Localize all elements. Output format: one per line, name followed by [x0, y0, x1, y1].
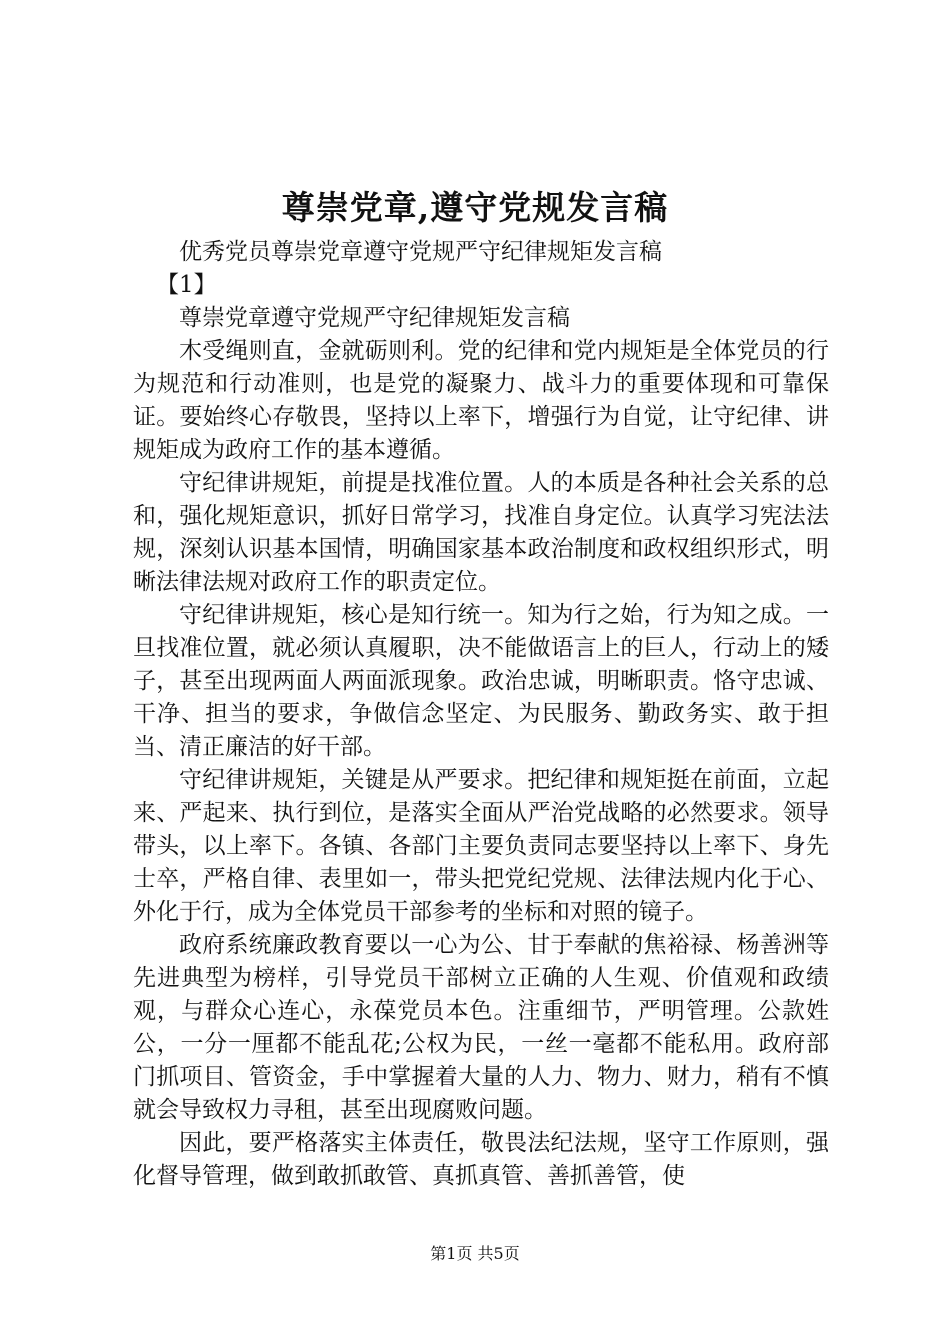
paragraph: 守纪律讲规矩，核心是知行统一。知为行之始，行为知之成。一旦找准位置，就必须认真履职，决不能做语言上的巨人，行动上的矮子，甚至出现两面人两面派现象。政治忠诚，明晰职责。恪守忠诚、干净、担当的要求，争做信念坚定、为民服务、勤政务实、敢于担当、清正廉洁的好干部。	[133, 602, 829, 760]
paragraph: 守纪律讲规矩，前提是找准位置。人的本质是各种社会关系的总和，强化规矩意识，抓好日常学习，找准自身定位。认真学习宪法法规，深刻认识基本国情，明确国家基本政治制度和政权组织形式，明晰法律法规对政府工作的职责定位。	[133, 470, 829, 595]
paragraph: 木受绳则直，金就砺则利。党的纪律和党内规矩是全体党员的行为规范和行动准则，也是党的凝聚力、战斗力的重要体现和可靠保证。要始终心存敬畏，坚持以上率下，增强行为自觉，让守纪律、讲规矩成为政府工作的基本遵循。	[133, 338, 829, 463]
paragraph-section-number: 【1】	[156, 272, 217, 298]
paragraph-heading: 尊崇党章遵守党规严守纪律规矩发言稿	[179, 305, 570, 331]
paragraph-subtitle: 优秀党员尊崇党章遵守党规严守纪律规矩发言稿	[179, 239, 662, 265]
document-body	[133, 236, 829, 1193]
paragraph: 因此，要严格落实主体责任，敬畏法纪法规，坚守工作原则，强化督导管理，做到敢抓敢管、真抓真管、善抓善管，使	[133, 1130, 829, 1189]
paragraph: 政府系统廉政教育要以一心为公、甘于奉献的焦裕禄、杨善洲等先进典型为榜样，引导党员干部树立正确的人生观、价值观和政绩观，与群众心连心，永葆党员本色。注重细节，严明管理。公款姓公，一分一厘都不能乱花;公权为民，一丝一毫都不能私用。政府部门抓项目、管资金，手中掌握着大量的人力、物力、财力，稍有不慎就会导致权力寻租，甚至出现腐败问题。	[133, 932, 829, 1123]
page-footer: 第1页 共5页	[430, 1244, 520, 1263]
paragraph: 守纪律讲规矩，关键是从严要求。把纪律和规矩挺在前面，立起来、严起来、执行到位，是落实全面从严治党战略的必然要求。领导带头，以上率下。各镇、各部门主要负责同志要坚持以上率下、身先士卒，严格自律、表里如一，带头把党纪党规、法律法规内化于心、外化于行，成为全体党员干部参考的坐标和对照的镜子。	[133, 767, 829, 925]
document-title: 尊崇党章,遵守党规发言稿	[281, 188, 669, 227]
